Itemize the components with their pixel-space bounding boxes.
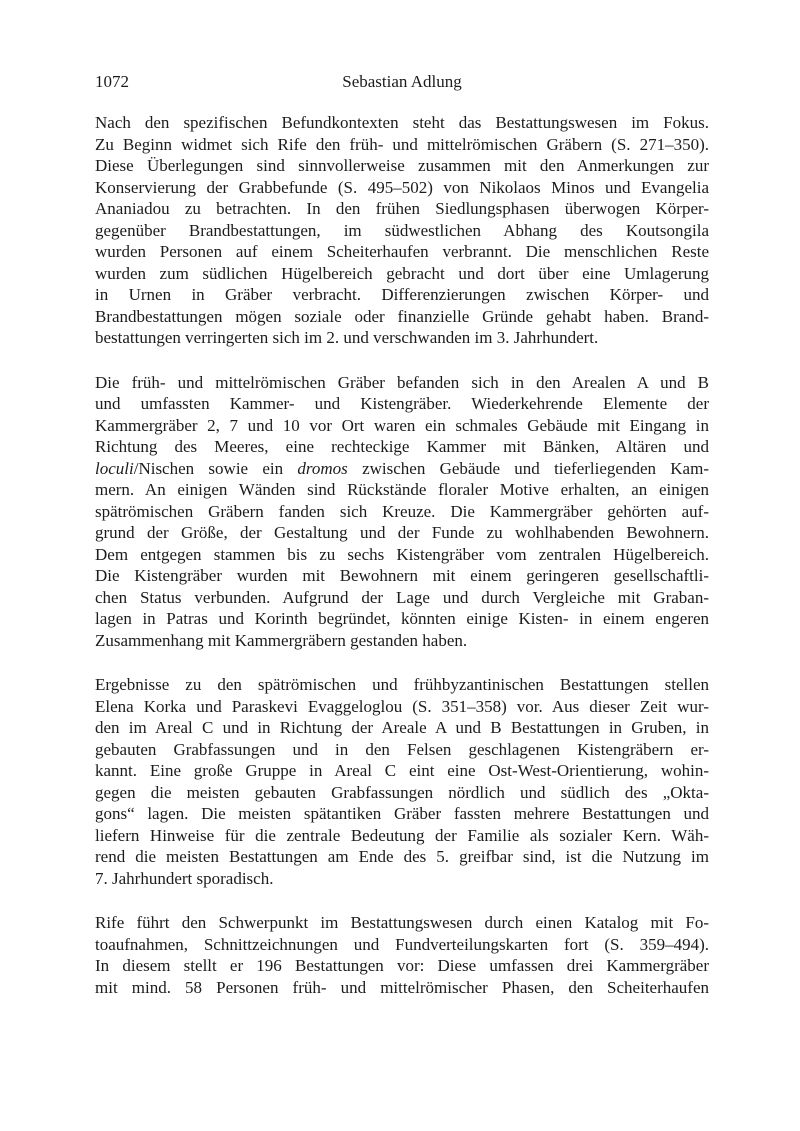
paragraph (95, 372, 709, 652)
text-line: rend die meisten Bestattungen am Ende des 5. greifbar sind, ist die Nutzung im (95, 847, 709, 866)
text-line: Dem entgegen stammen bis zu sechs Kistengräber vom zentralen Hügelbereich. (95, 544, 709, 564)
text-line: Ananiadou zu betrachten. In den frühen Siedlungsphasen überwogen Körper- (95, 199, 709, 218)
text-line: gebauten Grabfassungen und in den Felsen geschlagenen Kistengräbern er- (95, 739, 709, 759)
text-line: Die Kistengräber wurden mit Bewohnern mit einem geringeren gesellschaftli- (95, 566, 709, 585)
running-head-author: Sebastian Adlung (342, 72, 462, 91)
paragraph (95, 912, 709, 998)
text-line: In diesem stellt er 196 Bestattungen vor: Diese umfassen drei Kammergräber (95, 956, 709, 975)
text-line: Kammergräber 2, 7 und 10 vor Ort waren ein schmales Gebäude mit Eingang in (95, 415, 709, 435)
text-line: Zu Beginn widmet sich Rife den früh- und mittelrömischen Gräbern (S. 271–350). (95, 134, 709, 154)
text-line: in Urnen in Gräber verbracht. Differenzierungen zwischen Körper- und (95, 285, 709, 304)
text-line: lagen in Patras und Korinth begründet, könnten einige Kisten- in einem engeren (95, 609, 709, 628)
text-line: Nach den spezifischen Befundkontexten steht das Bestattungswesen im Fokus. (95, 113, 709, 132)
body-text (95, 112, 709, 1021)
text-line: wurden Personen auf einem Scheiterhaufen verbrannt. Die menschlichen Reste (95, 242, 709, 261)
text-line: kannt. Eine große Gruppe in Areal C eint eine Ost-West-Orientierung, wohin- (95, 761, 709, 780)
text-line: gegenüber Brandbestattungen, im südwestlichen Abhang des Koutsongila (95, 220, 709, 240)
text-line: spätrömischen Gräbern fanden sich Kreuze. Die Kammergräber gehörten auf- (95, 501, 709, 521)
text-line: Rife führt den Schwerpunkt im Bestattungswesen durch einen Katalog mit Fo- (95, 913, 709, 932)
text-line: gons“ lagen. Die meisten spätantiken Gräber fassten mehrere Bestattungen und (95, 804, 709, 823)
text-line: wurden zum südlichen Hügelbereich gebracht und dort über eine Umlagerung (95, 263, 709, 283)
text-line: mit mind. 58 Personen früh- und mittelrömischer Phasen, den Scheiterhaufen (95, 977, 709, 997)
text-line: loculi/Nischen sowie ein dromos zwischen Gebäude und tieferliegenden Kam- (95, 458, 709, 478)
text-line: mern. An einigen Wänden sind Rückstände floraler Motive erhalten, an einigen (95, 480, 709, 499)
text-line: Brandbestattungen mögen soziale oder finanzielle Gründe gehabt haben. Brand- (95, 306, 709, 326)
text-line: Diese Überlegungen sind sinnvollerweise zusammen mit den Anmerkungen zur (95, 156, 709, 175)
text-line: Richtung des Meeres, eine rechteckige Kammer mit Bänken, Altären und (95, 437, 709, 456)
page-number: 1072 (95, 72, 129, 91)
text-line: grund der Größe, der Gestaltung und der Funde zu wohlhabenden Bewohnern. (95, 523, 709, 542)
paragraph (95, 112, 709, 349)
text-line: Elena Korka und Paraskevi Evaggeloglou (S. 351–358) vor. Aus dieser Zeit wur- (95, 696, 709, 716)
text-line: Konservierung der Grabbefunde (S. 495–502) von Nikolaos Minos und Evangelia (95, 177, 709, 197)
text-line: den im Areal C und in Richtung der Areale A und B Bestattungen in Gruben, in (95, 718, 709, 737)
text-line: Die früh- und mittelrömischen Gräber befanden sich in den Arealen A und B (95, 372, 709, 392)
text-line: Ergebnisse zu den spätrömischen und frühbyzantinischen Bestattungen stellen (95, 675, 709, 694)
text-line: toaufnahmen, Schnittzeichnungen und Fundverteilungskarten fort (S. 359–494). (95, 934, 709, 954)
text-line: gegen die meisten gebauten Grabfassungen nördlich und südlich des „Okta- (95, 782, 709, 802)
text-line: liefern Hinweise für die zentrale Bedeutung der Familie als sozialer Kern. Wäh- (95, 825, 709, 845)
text-line: chen Status verbunden. Aufgrund der Lage und durch Vergleiche mit Graban- (95, 587, 709, 607)
text-line: und umfassten Kammer- und Kistengräber. Wiederkehrende Elemente der (95, 394, 709, 413)
paragraph (95, 674, 709, 889)
running-header (95, 71, 709, 93)
text-line: 7. Jahrhundert sporadisch. (95, 868, 274, 888)
text-line: Zusammenhang mit Kammergräbern gestanden haben. (95, 630, 468, 650)
text-line: bestattungen verringerten sich im 2. und verschwanden im 3. Jahrhundert. (95, 328, 599, 347)
